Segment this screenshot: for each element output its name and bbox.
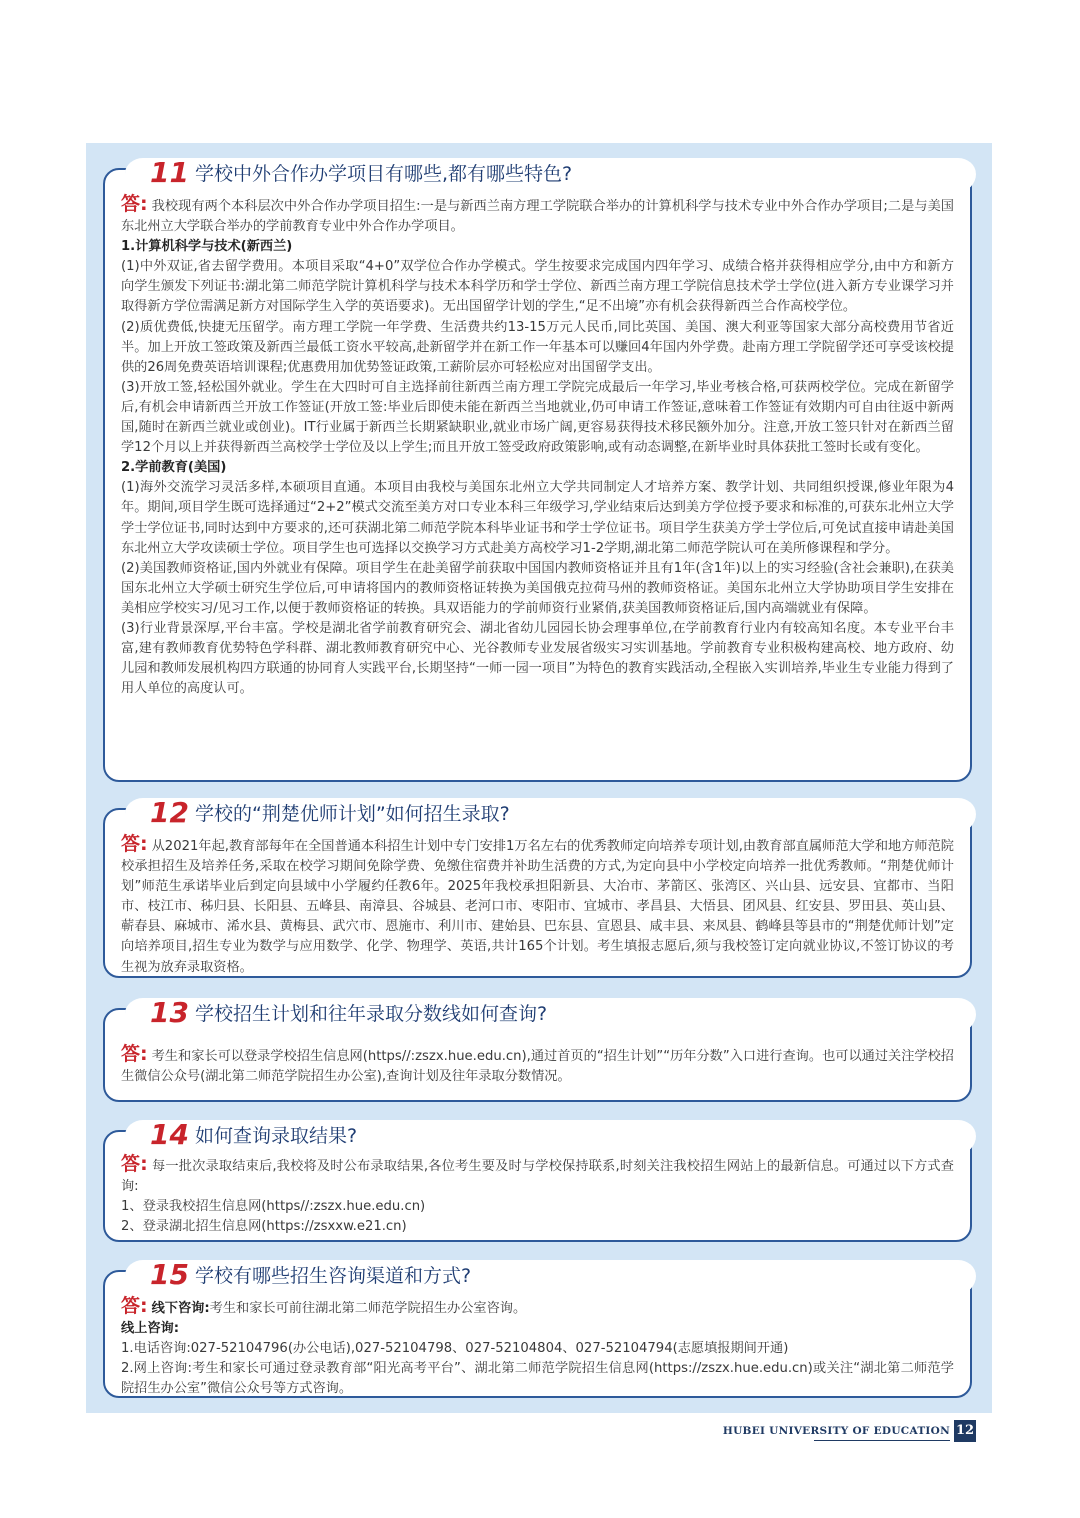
offline-line <box>121 1296 954 1319</box>
paragraph: (3)开放工签,轻松国外就业。学生在大四时可自主选择前往新西兰南方理工学院完成最后一年学习,毕业考核合格,可获两校学位。完成在新留学后,有机会申请新西兰开放工作签证(开放工签:毕业后即使未能在新西兰当地就业,仍可申请工作签证,意味着工作签证有效期内可自由往返中新两国,随时在新西兰就业或创业)。IT行业属于新西兰长期紧缺职业,就业市场广阔,更容易获得技术移民额外加分。注意,开放工签只针对在新西兰留学12个月以上并获得新西兰高校学士学位及以上学生;而且开放工签受政府政策影响,或有动态调整,在新毕业时具体获批工签时长或有变化。 <box>121 379 954 456</box>
question-title: 如何查询录取结果? <box>195 1125 358 1147</box>
paragraph: (3)行业背景深厚,平台丰富。学校是湖北省学前教育研究会、湖北省幼儿园园长协会理事单位,在学前教育行业内有较高知名度。本专业平台丰富,建有教师教育优势特色学科群、湖北教师教育研究中心、光谷教师专业发展省级实习实训基地。学前教育专业积极构建高校、地方政府、幼儿园和教师发展机构四方联通的协同育人实践平台,长期坚持“一师一园一项目”为特色的教育实践活动,全程嵌入实训培养,毕业生专业能力得到了用人单位的高度认可。 <box>121 620 954 697</box>
answer-label: 答: <box>121 1295 148 1317</box>
qa-block-14 <box>103 1118 972 1242</box>
paragraph: (2)美国教师资格证,国内外就业有保障。项目学生在赴美留学前获取中国国内教师资格证并且有1年(含1年)以上的实习经验(含社会兼职),在获美国东北州立大学硕士研究生学位后,可申请将国内的教师资格证转换为美国俄克拉荷马州的教师资格证。美国东北州立大学协助项目学生安排在美相应学校实习/见习工作,以便于教师资格证的转换。具双语能力的学前师资行业紧俏,获美国教师资格证后,国内高端就业有保障。 <box>121 560 954 616</box>
section-title: 1.计算机科学与技术(新西兰) <box>121 239 293 255</box>
question-number: 15 <box>150 1258 189 1291</box>
answer-label: 答: <box>121 833 148 855</box>
answer-body <box>121 194 954 699</box>
page-footer <box>722 1420 976 1444</box>
answer-body <box>121 1154 954 1237</box>
question-title: 学校招生计划和往年录取分数线如何查询? <box>195 1003 548 1025</box>
query-line-1: 1、登录我校招生信息网(https//:zszx.hue.edu.cn) <box>121 1199 426 1215</box>
qa-block-13 <box>103 996 972 1102</box>
section-title: 2.学前教育(美国) <box>121 460 227 476</box>
answer-body <box>121 1296 954 1399</box>
answer-paragraph <box>121 1154 954 1197</box>
offline-label: 线下咨询: <box>151 1301 210 1316</box>
question-number: 11 <box>150 156 189 189</box>
answer-paragraph <box>121 1044 954 1087</box>
qa-block-12 <box>103 796 972 978</box>
question-number: 13 <box>150 996 189 1029</box>
answer-label: 答: <box>121 1153 148 1175</box>
query-line-2: 2、登录湖北招生信息网(https://zsxxw.e21.cn) <box>121 1219 407 1235</box>
page-number: 12 <box>954 1420 976 1442</box>
answer-text: 从2021年起,教育部每年在全国普通本科招生计划中专门安排1万名左右的优秀教师定向培养专项计划,由教育部直属师范大学和地方师范院校承担招生及培养任务,采取在校学习期间免除学费、免缴住宿费并补助生活费的方式,为定向县中小学校定向培养一批优秀教师。“荆楚优师计划”师范生承诺毕业后到定向县域中小学履约任教6年。2025年我校承担阳新县、大冶市、茅箭区、张湾区、兴山县、远安县、宜都市、当阳市、枝江市、秭归县、长阳县、五峰县、南漳县、谷城县、老河口市、枣阳市、宜城市、孝昌县、大悟县、团风县、红安县、罗田县、英山县、蕲春县、麻城市、浠水县、黄梅县、武穴市、恩施市、利川市、建始县、巴东县、宣恩县、咸丰县、来凤县、鹤峰县等县市的“荆楚优师计划”定向培养项目,招生专业为数学与应用数学、化学、物理学、英语,共计165个计划。考生填报志愿后,须与我校签订定向就业协议,不签订协议的考生视为放弃录取资格。 <box>121 839 954 975</box>
paragraph: (2)质优费低,快捷无压留学。南方理工学院一年学费、生活费共约13-15万元人民币,同比英国、美国、澳大利亚等国家大部分高校费用节省近半。加上开放工签政策及新西兰最低工资水平较高,赴新留学并在新工作一年基本可以赚回4年国内外学费。赴南方理工学院留学还可享受该校提供的26周免费英语培训课程;优惠费用加优势签证政策,工薪阶层亦可轻松应对出国留学支出。 <box>121 319 954 375</box>
question-number: 12 <box>150 796 189 829</box>
answer-intro <box>121 194 954 237</box>
answer-text: 考生和家长可以登录学校招生信息网(https//:zszx.hue.edu.cn),通过首页的“招生计划”“历年分数”入口进行查询。也可以通过关注学校招生微信公众号(湖北第二师范学院招生办公室),查询计划及往年录取分数情况。 <box>121 1049 954 1085</box>
answer-text: 每一批次录取结束后,我校将及时公布录取结果,各位考生要及时与学校保持联系,时刻关注我校招生网站上的最新信息。可通过以下方式查询: <box>121 1159 954 1195</box>
question-number: 14 <box>150 1118 189 1151</box>
intro-text: 我校现有两个本科层次中外合作办学项目招生:一是与新西兰南方理工学院联合举办的计算机科学与技术专业中外合作办学项目;二是与美国东北州立大学联合举办的学前教育专业中外合作办学项目。 <box>121 199 954 235</box>
online-label: 线上咨询: <box>121 1321 180 1337</box>
question-title: 学校中外合作办学项目有哪些,都有哪些特色? <box>195 163 573 185</box>
qa-block-15 <box>103 1258 972 1398</box>
answer-body <box>121 1044 954 1087</box>
footer-underline <box>814 1440 950 1441</box>
answer-label: 答: <box>121 193 148 215</box>
paragraph: (1)海外交流学习灵活多样,本硕项目直通。本项目由我校与美国东北州立大学共同制定人才培养方案、教学计划、共同组织授课,修业年限为4年。期间,项目学生既可选择通过“2+2”模式交流至美方对口专业本科三年级学习,学业结束后达到美方学位授予要求和标准的,可获东北州立大学学士学位证书,同时达到中方要求的,还可获湖北第二师范学院本科毕业证书和学士学位证书。项目学生获美方学士学位后,可免试直接申请赴美国东北州立大学攻读硕士学位。项目学生也可选择以交换学习方式赴美方高校学习1-2学期,湖北第二师范学院认可在美所修课程和学分。 <box>121 480 954 556</box>
question-title: 学校有哪些招生咨询渠道和方式? <box>195 1265 472 1287</box>
qa-block-11 <box>103 156 972 782</box>
footer-university-name: HUBEI UNIVERSITY OF EDUCATION <box>722 1425 950 1437</box>
phone-line: 1.电话咨询:027-52104796(办公电话),027-52104798、027-52104804、027-52104794(志愿填报期间开通) <box>121 1341 789 1357</box>
offline-text: 考生和家长可前往湖北第二师范学院招生办公室咨询。 <box>209 1301 527 1316</box>
paragraph: (1)中外双证,省去留学费用。本项目采取“4+0”双学位合作办学模式。学生按要求完成国内四年学习、成绩合格并获得相应学分,由中方和新方向学生颁发下列证书:湖北第二师范学院计算机科学与技术本科学历和学士学位、新西兰南方理工学院信息技术学士学位(进入新方专业课学习并取得新方学位需满足新方对国际学生入学的英语要求)。无出国留学计划的学生,“足不出境”亦有机会获得新西兰合作高校学位。 <box>121 259 954 315</box>
web-line: 2.网上咨询:考生和家长可通过登录教育部“阳光高考平台”、湖北第二师范学院招生信息网(https://zszx.hue.edu.cn)或关注“湖北第二师范学院招生办公室”微信公众号等方式咨询。 <box>121 1361 954 1397</box>
answer-body <box>121 834 954 978</box>
answer-label: 答: <box>121 1043 148 1065</box>
question-title: 学校的“荆楚优师计划”如何招生录取? <box>195 803 510 825</box>
answer-paragraph <box>121 834 954 978</box>
